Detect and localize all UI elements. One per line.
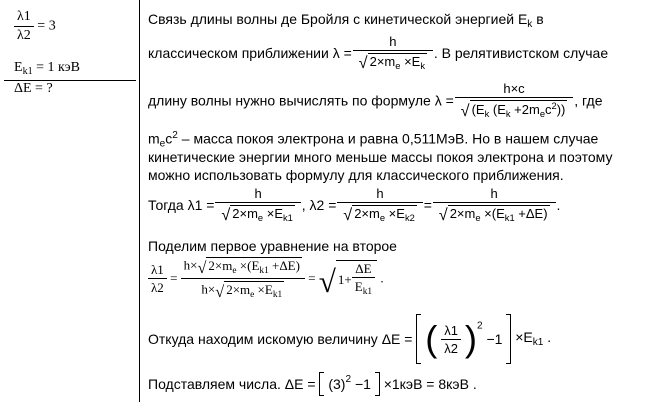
solution-line-2: классическом приближении λ = h √ $2\times m_e \times E_k$ . В релятивистском случае [148, 34, 609, 72]
solution-numbers-line: Подставляем числа. $\Delta E = (3)^2 -1 \times 1кэВ = 8кэВ$ . [148, 372, 477, 396]
solution-ratio-line: $\frac{\lambda 1}{\lambda 2}$ = h× √ $2\times m_e \times(E_{k1} +\Delta E)$ h× √ $2\times m_e \times E_{k1}$ = √ 1+ $\frac{\Delta E}{E_{k1}}$ . [148, 257, 384, 300]
lambda2-formula: h √ $2\times m_e \times E_{k2}$ [340, 187, 420, 223]
solution-line-togda: Тогда λ1 = h √ $2\times m_e \times E_{k1}$ , λ2 = h √ $2\times m_e \times E_{k2}$ = h √ $2\times m_e \times(E_{k1} +\Delta E)$ . [148, 186, 561, 224]
ratio-value: = 3 [37, 18, 56, 34]
relativistic-formula: h×c √ ($E_k$ $(E_k +2m_ec^2)$) [458, 82, 571, 119]
ratio-given [14, 10, 56, 43]
solution-line-6: можно использовать формулу для классического приближения. [148, 167, 564, 183]
find-given: ΔE = ? [14, 81, 53, 96]
given-section [0, 0, 140, 402]
classic-formula: h √ $2\times m_e \times E_k$ [356, 35, 430, 71]
solution-line-3: длину волны нужно вычислять по формуле λ = h×c √ ($E_k$ $(E_k +2m_ec^2)$) , где [148, 81, 603, 121]
solution-otkuda-line: Откуда находим искомую величину ΔE = ( $\frac{\lambda 1}{\lambda 2}$ )$^2 -1 \times E_{k1}$ . [148, 314, 551, 364]
lambda1-formula: h √ $2\times m_e \times E_{k1}$ [218, 187, 298, 223]
solution-line-4: $m_ec^2$ – масса покоя электрона и равна 0,511МэВ. Но в нашем случае [148, 130, 599, 150]
ek1-given: $E_{k1} = 1$ кэВ [14, 60, 80, 78]
column-divider [139, 0, 140, 402]
solution-line-divide: Поделим первое уравнение на второе [148, 238, 397, 254]
ratio-denominator: λ2 [17, 28, 31, 43]
ratio-numerator: λ1 [14, 10, 34, 27]
solution-line-1: Связь длины волны де Бройля с кинетической энергией $E_k$ в [148, 11, 544, 31]
solution-line-5: кинетические энергии много меньше массы покоя электрона и поэтому [148, 149, 613, 165]
lambda2-expanded-formula: h √ $2\times m_e \times(E_{k1} +\Delta E)$ [436, 187, 553, 223]
